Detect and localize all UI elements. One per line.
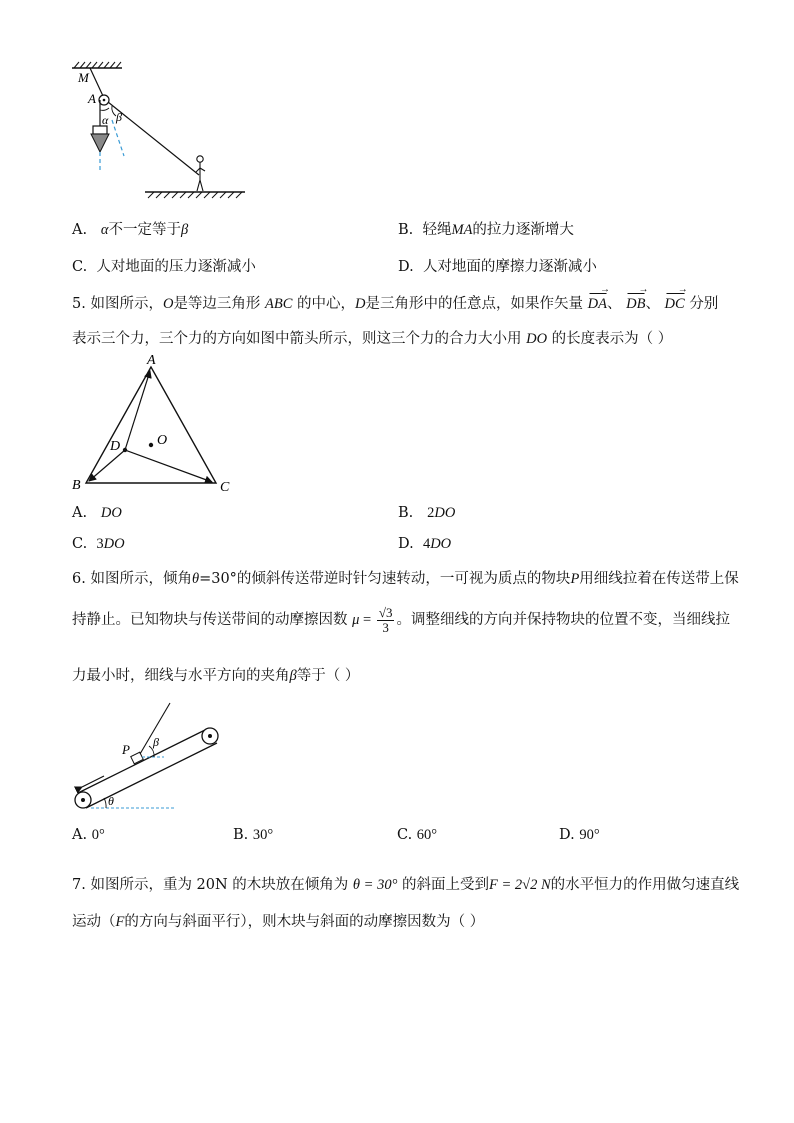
q4-option-c[interactable]: C. 人对地面的压力逐渐减小 — [72, 259, 256, 275]
mu-fraction: $\frac{√3}{3}$ — [378, 605, 393, 635]
q4-label-beta: β — [116, 110, 122, 124]
q5-option-b[interactable]: B. 2DO — [398, 505, 456, 521]
q5-option-d[interactable]: D. 4DO — [398, 536, 452, 552]
q6-option-b[interactable]: B. 30° — [233, 827, 274, 843]
vector-DB: DB → — [626, 296, 645, 313]
q5-label-D: D — [110, 439, 121, 454]
q6-option-c[interactable]: C. 60° — [397, 827, 438, 843]
q5-label-O: O — [157, 433, 168, 448]
q6-stem-line1: 6. 如图所示，倾角θ=30°的倾斜传送带逆时针匀速转动，一可视为质点的物块P用细线拉着在传送带上保 — [72, 571, 739, 587]
q4-label-M: M — [78, 70, 89, 85]
q6-stem-line2: 持静止。已知物块与传送带间的动摩擦因数 μ = $\frac{√3}{3}$ 。调整细线的方向并保持物块的位置不变，当细线拉 — [72, 605, 730, 635]
q5-option-c[interactable]: C. 3DO — [72, 536, 125, 552]
q5-option-a[interactable]: A. DO — [72, 505, 122, 521]
q5-stem-line2: 表示三个力，三个力的方向如图中箭头所示，则这三个力的合力大小用 DO 的长度表示为（ ） — [72, 331, 673, 347]
q4-option-b[interactable]: B. 轻绳MA的拉力逐渐增大 — [398, 222, 574, 238]
q5-label-B: B — [72, 478, 81, 493]
q4-option-d[interactable]: D. 人对地面的摩擦力逐渐减小 — [398, 259, 597, 275]
q7-stem-line1: 7. 如图所示，重为 20N 的木块放在倾角为 θ = 30° 的斜面上受到F = 2√2 N的水平恒力的作用做匀速直线 — [72, 877, 740, 893]
q5-stem-line1: 5. 如图所示，O是等边三角形 ABC 的中心，D是三角形中的任意点，如果作矢量 DA →、 DB →、 DC → 分别 — [72, 292, 718, 313]
q6-option-a[interactable]: A. 0° — [72, 827, 105, 843]
q5-label-A: A — [147, 353, 156, 368]
q6-label-theta: θ — [108, 794, 114, 808]
q6-figure — [66, 698, 236, 816]
q6-option-d[interactable]: D. 90° — [559, 827, 600, 843]
q4-figure — [60, 58, 260, 206]
q5-figure — [68, 352, 243, 497]
q4-option-a[interactable]: A. α不一定等于β — [72, 222, 189, 238]
vector-DC: DC → — [665, 296, 685, 313]
q6-stem-line3: 力最小时，细线与水平方向的夹角β等于（ ） — [72, 668, 360, 684]
vector-DA: DA → — [588, 296, 607, 313]
q4-label-A: A — [88, 91, 96, 106]
q6-label-P: P — [122, 742, 130, 757]
q5-label-C: C — [220, 480, 230, 495]
q4-label-alpha: α — [102, 113, 109, 127]
q7-stem-line2: 运动（F的方向与斜面平行），则木块与斜面的动摩擦因数为（ ） — [72, 914, 485, 930]
q6-label-beta: β — [153, 735, 159, 749]
